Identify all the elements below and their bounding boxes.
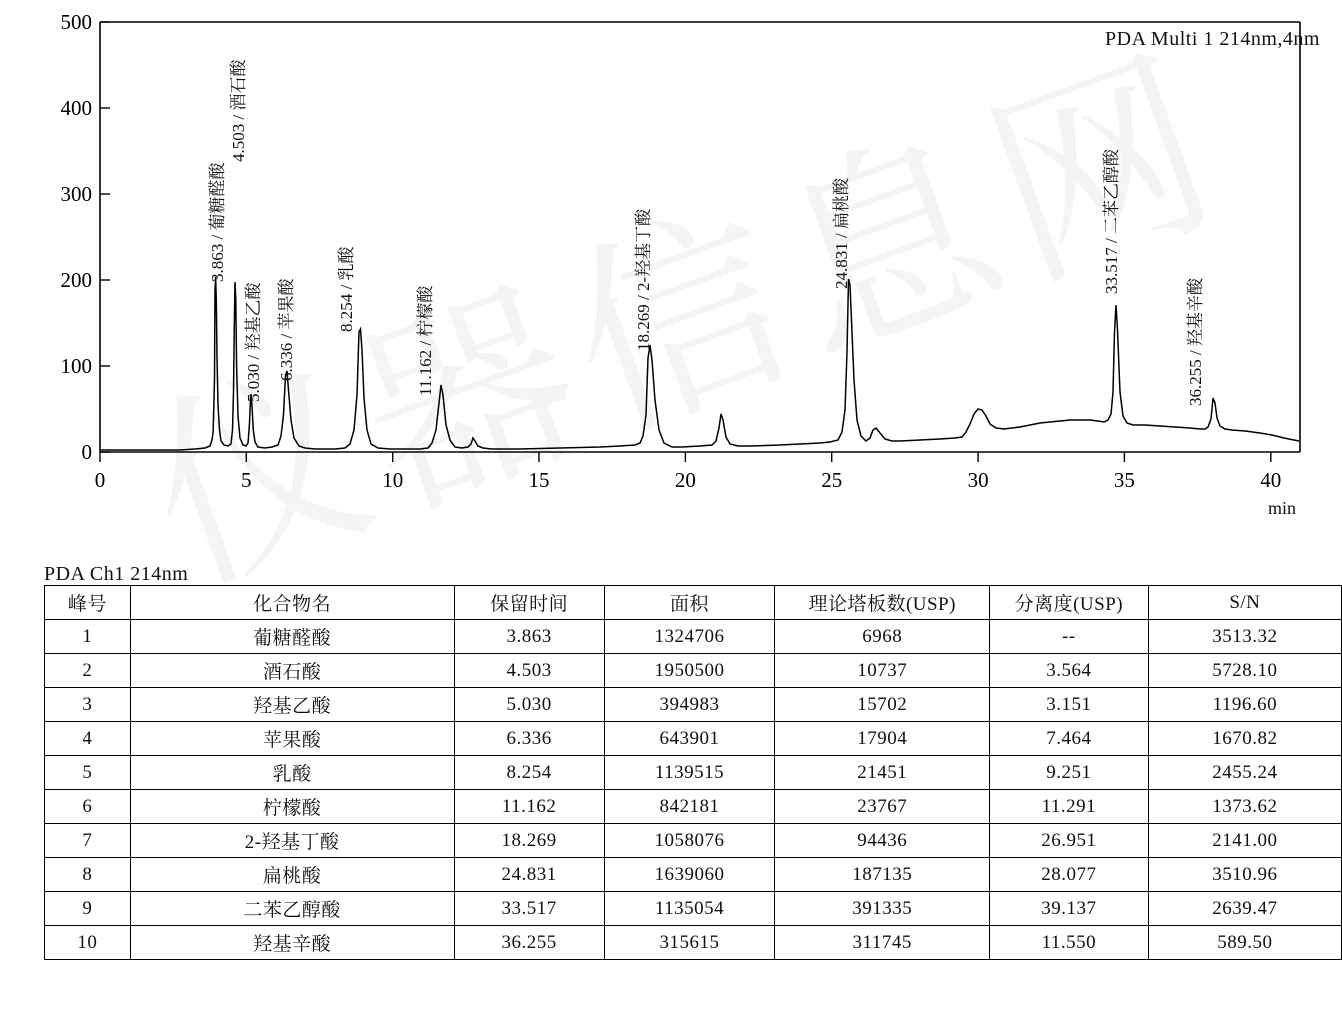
peak-annotation-7: 18.269 / 2-羟基丁酸 [634,208,653,351]
cell-sn: 3510.96 [1148,858,1341,892]
cell-rt: 18.269 [454,824,604,858]
cell-area: 1639060 [604,858,775,892]
cell-area: 1324706 [604,620,775,654]
svg-text:200: 200 [60,268,92,292]
svg-text:0: 0 [81,440,92,464]
cell-compound: 葡糖醛酸 [130,620,454,654]
svg-text:25: 25 [821,468,843,492]
svg-text:10: 10 [382,468,404,492]
cell-sn: 3513.32 [1148,620,1341,654]
cell-resolution: 26.951 [989,824,1148,858]
cell-peak-no: 8 [45,858,131,892]
svg-text:20: 20 [674,468,696,492]
svg-text:100: 100 [60,354,92,378]
cell-compound: 酒石酸 [130,654,454,688]
cell-compound: 羟基辛酸 [130,926,454,960]
cell-compound: 柠檬酸 [130,790,454,824]
cell-rt: 6.336 [454,722,604,756]
cell-sn: 5728.10 [1148,654,1341,688]
cell-plates: 17904 [775,722,990,756]
cell-plates: 311745 [775,926,990,960]
cell-peak-no: 10 [45,926,131,960]
peak-annotation-6: 11.162 / 柠檬酸 [416,285,435,396]
cell-rt: 24.831 [454,858,604,892]
cell-rt: 36.255 [454,926,604,960]
cell-resolution: 11.550 [989,926,1148,960]
cell-rt: 8.254 [454,756,604,790]
svg-text:5: 5 [241,468,252,492]
table-row [45,892,1342,926]
cell-peak-no: 4 [45,722,131,756]
svg-text:15: 15 [528,468,550,492]
cell-sn: 2141.00 [1148,824,1341,858]
cell-compound: 苹果酸 [130,722,454,756]
peak-annotation-1: 3.863 / 葡糖醛酸 [208,162,227,282]
peak-annotation-5: 8.254 / 乳酸 [337,246,356,332]
svg-text:400: 400 [60,96,92,120]
cell-area: 1135054 [604,892,775,926]
table-header-row [45,586,1342,620]
header-peak-no: 峰号 [45,586,131,620]
peak-results-table [44,585,1342,960]
cell-sn: 589.50 [1148,926,1341,960]
cell-peak-no: 9 [45,892,131,926]
cell-resolution: 7.464 [989,722,1148,756]
cell-sn: 2455.24 [1148,756,1341,790]
cell-compound: 2-羟基丁酸 [130,824,454,858]
peak-annotation-2: 4.503 / 酒石酸 [229,59,248,162]
header-sn: S/N [1148,586,1341,620]
cell-peak-no: 3 [45,688,131,722]
cell-rt: 33.517 [454,892,604,926]
cell-plates: 10737 [775,654,990,688]
cell-rt: 4.503 [454,654,604,688]
svg-text:30: 30 [967,468,989,492]
header-compound: 化合物名 [130,586,454,620]
cell-rt: 11.162 [454,790,604,824]
cell-rt: 3.863 [454,620,604,654]
cell-area: 315615 [604,926,775,960]
table-row [45,824,1342,858]
table-caption: PDA Ch1 214nm [44,563,189,585]
cell-resolution: 3.151 [989,688,1148,722]
cell-area: 1058076 [604,824,775,858]
cell-resolution: 11.291 [989,790,1148,824]
cell-sn: 1373.62 [1148,790,1341,824]
cell-compound: 羟基乙酸 [130,688,454,722]
cell-area: 1950500 [604,654,775,688]
peak-annotation-3: 5.030 / 羟基乙酸 [244,282,263,402]
table-row [45,926,1342,960]
cell-peak-no: 7 [45,824,131,858]
svg-text:35: 35 [1113,468,1135,492]
cell-peak-no: 6 [45,790,131,824]
cell-plates: 187135 [775,858,990,892]
x-axis-unit-label: min [1268,498,1297,518]
header-rt: 保留时间 [454,586,604,620]
table-row [45,790,1342,824]
cell-plates: 15702 [775,688,990,722]
cell-sn: 2639.47 [1148,892,1341,926]
header-resolution: 分离度(USP) [989,586,1148,620]
cell-peak-no: 5 [45,756,131,790]
svg-text:0: 0 [94,468,106,492]
table-row [45,654,1342,688]
cell-peak-no: 1 [45,620,131,654]
cell-plates: 391335 [775,892,990,926]
cell-peak-no: 2 [45,654,131,688]
cell-sn: 1196.60 [1148,688,1341,722]
cell-area: 643901 [604,722,775,756]
cell-area: 394983 [604,688,775,722]
cell-plates: 6968 [775,620,990,654]
svg-text:500: 500 [60,10,92,34]
cell-plates: 23767 [775,790,990,824]
cell-area: 1139515 [604,756,775,790]
cell-compound: 扁桃酸 [130,858,454,892]
cell-sn: 1670.82 [1148,722,1341,756]
cell-area: 842181 [604,790,775,824]
cell-resolution: 3.564 [989,654,1148,688]
peak-annotation-8: 24.831 / 扁桃酸 [832,178,851,289]
table-row [45,688,1342,722]
peak-annotation-9: 33.517 / 二苯乙醇酸 [1102,149,1121,294]
header-plates: 理论塔板数(USP) [775,586,990,620]
table-row [45,858,1342,892]
svg-text:40: 40 [1260,468,1282,492]
cell-resolution: 28.077 [989,858,1148,892]
cell-compound: 二苯乙醇酸 [130,892,454,926]
cell-resolution: 39.137 [989,892,1148,926]
table-row [45,756,1342,790]
table-row [45,620,1342,654]
header-area: 面积 [604,586,775,620]
detector-channel-label: PDA Multi 1 214nm,4nm [1105,28,1320,50]
table-row [45,722,1342,756]
cell-plates: 94436 [775,824,990,858]
peak-annotation-10: 36.255 / 羟基辛酸 [1186,278,1205,406]
cell-resolution: 9.251 [989,756,1148,790]
svg-text:300: 300 [60,182,92,206]
cell-resolution: -- [989,620,1148,654]
cell-plates: 21451 [775,756,990,790]
peak-annotation-4: 6.336 / 苹果酸 [277,278,296,381]
cell-rt: 5.030 [454,688,604,722]
cell-compound: 乳酸 [130,756,454,790]
